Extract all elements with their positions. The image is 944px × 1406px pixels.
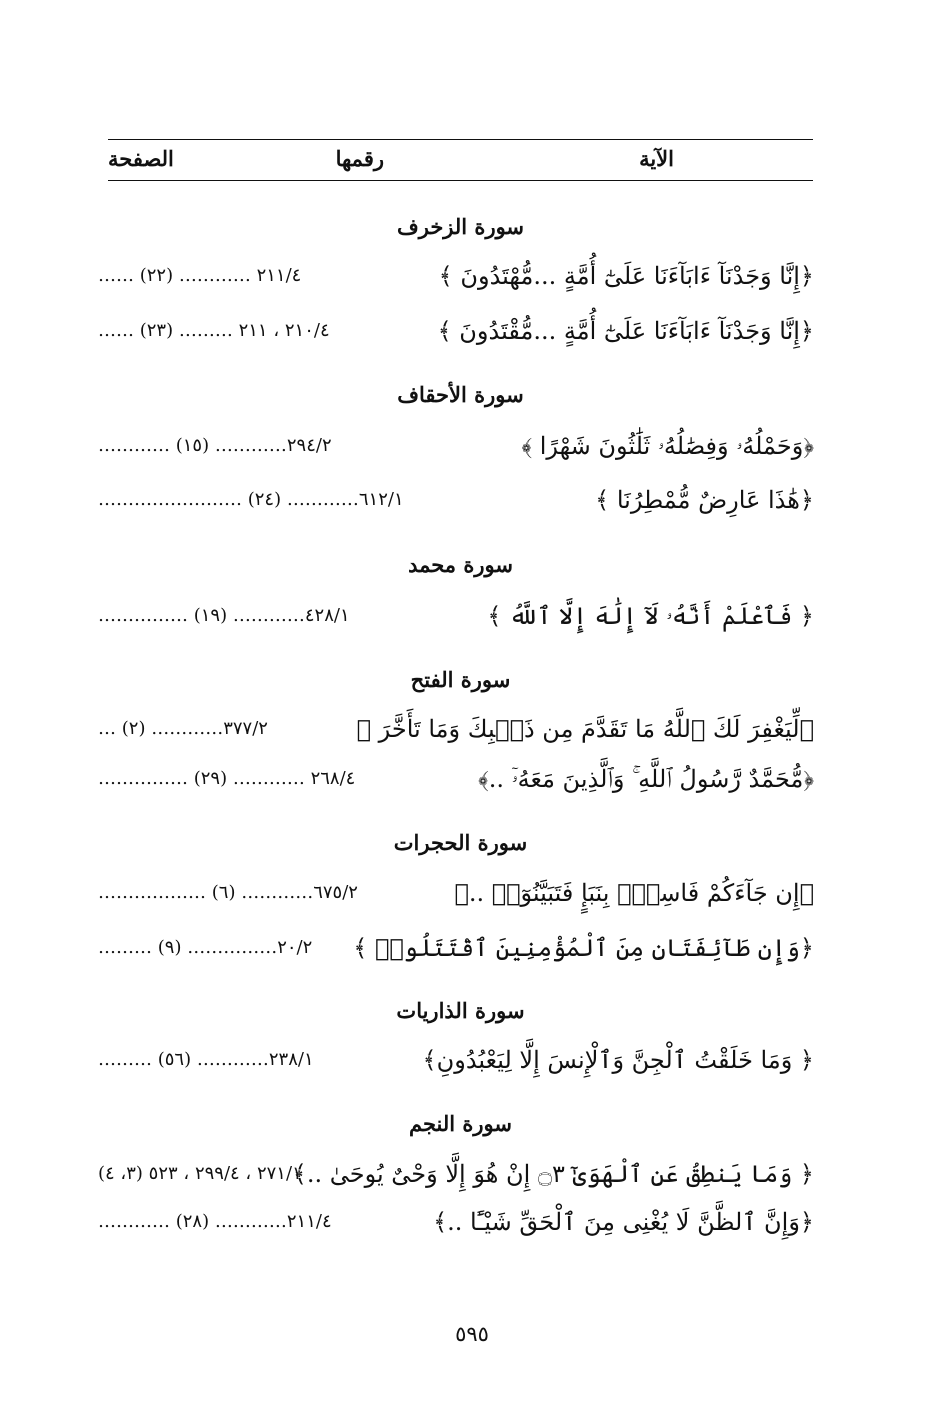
verse-number: (٢٢) xyxy=(139,265,174,286)
header-top-rule xyxy=(108,139,813,140)
page-ref: ٢٠/٢ xyxy=(277,937,313,958)
verse-number: (٥٦) xyxy=(157,1049,192,1070)
index-row xyxy=(98,312,814,350)
verse-text: ﴿ وَمَا خَلَقْتُ ٱلْجِنَّ وَٱلْإِنسَ إِلَّا لِيَعْبُدُونِ﴾ xyxy=(422,1046,814,1074)
header-number: رقمها xyxy=(335,146,384,171)
page-ref: ٦٧٥/٢ xyxy=(313,882,358,903)
surah-title: سورة الحجرات xyxy=(393,830,528,855)
verse-text: ﴿مُّحَمَّدٌ رَّسُولُ ٱللَّهِ ۚ وَٱلَّذِينَ مَعَهُۥٓ ..﴾ xyxy=(478,765,814,793)
verse-number: (٢) xyxy=(121,718,146,739)
verse-number: (٢٩) xyxy=(193,768,228,789)
verse-ref: ٦٧٥/٢………… (٦) ……………… xyxy=(98,882,358,903)
page-ref: ٤٢٨/١ xyxy=(304,605,350,626)
verse-text: ﴿وَحَمْلُهُۥ وَفِصَٰلُهُۥ ثَلَٰثُونَ شَهْرًا ﴾ xyxy=(521,432,814,460)
surah-title: سورة محمد xyxy=(408,552,513,577)
verse-text: ﴿وَإِنَّ ٱلظَّنَّ لَا يُغْنِى مِنَ ٱلْحَقِّ شَيْـًٔا ..﴾ xyxy=(433,1208,814,1236)
verse-ref: ٢٣٨/١………… (٥٦) ……… xyxy=(98,1049,314,1070)
verse-text: ﴿ فَٱعْلَمْ أَنَّهُۥ لَآ إِلَٰهَ إِلَّا ٱللَّهُ ﴾ xyxy=(487,602,814,630)
page-ref: ٢١٠/٤ ، ٢١١ xyxy=(238,320,330,341)
verse-text: ﴿إِن جَآءَكُمْ فَاسِقٌۢ بِنَبَإٍ فَتَبَيَّنُوٓا۟ ..﴾ xyxy=(454,879,814,907)
index-row xyxy=(98,481,814,519)
index-row xyxy=(98,710,814,748)
verse-ref: ٢١١/٤ ………… (٢٢) …… xyxy=(98,265,302,286)
header-ayah: الآية xyxy=(639,146,674,171)
verse-ref: ٢٩٤/٢………… (١٥) ………… xyxy=(98,435,332,456)
page-ref: ٢١١/٤ xyxy=(256,265,302,286)
verse-ref: ٢٠/٢…………… (٩) ……… xyxy=(98,937,313,958)
verse-text: ﴿إِنَّا وَجَدْنَآ ءَابَآءَنَا عَلَىٰٓ أُمَّةٍ ...مُّهْتَدُونَ ﴾ xyxy=(438,262,814,290)
page-ref: ٣٧٧/٢ xyxy=(223,718,268,739)
index-row xyxy=(98,1041,814,1079)
verse-ref: ٤٢٨/١………… (١٩) …………… xyxy=(98,605,350,626)
page-ref: ٢١١/٤ xyxy=(286,1211,332,1232)
surah-title: سورة النجم xyxy=(408,1111,512,1136)
surah-title: سورة الذاريات xyxy=(396,998,525,1023)
index-row xyxy=(98,257,814,295)
header-bottom-rule xyxy=(108,180,813,181)
index-row xyxy=(98,874,814,912)
verse-number: (٢٣) xyxy=(139,320,174,341)
verse-ref: ٦١٢/١………… (٢٤) …………………… xyxy=(98,489,404,510)
verse-number: (١٥) xyxy=(175,435,210,456)
verse-number: (٩) xyxy=(157,937,182,958)
page-ref: ٦١٢/١ xyxy=(358,489,404,510)
verse-text: ﴿إِنَّا وَجَدْنَآ ءَابَآءَنَا عَلَىٰٓ أُمَّةٍ ...مُّقْتَدُونَ ﴾ xyxy=(437,317,814,345)
verse-ref: ٣٧٧/٢………… (٢) … xyxy=(98,718,268,739)
index-row xyxy=(98,1203,814,1241)
verse-number: (٢٨) xyxy=(175,1211,210,1232)
page-ref: ٢٧١/١ ، ٢٩٩/٤ ، ٥٢٣ xyxy=(148,1163,302,1184)
index-row xyxy=(98,427,814,465)
verse-number: (٣، ٤) xyxy=(98,1163,143,1184)
verse-number: (٦) xyxy=(211,882,236,903)
page-ref: ٢٣٨/١ xyxy=(268,1049,314,1070)
page-number: ٥٩٥ xyxy=(455,1322,489,1346)
verse-text: ﴿وَإِن طَآئِفَتَانِ مِنَ ٱلْمُؤْمِنِينَ ٱقْتَتَلُوا۟ ﴾ xyxy=(353,934,814,962)
verse-text: ﴿هَٰذَا عَارِضٌ مُّمْطِرُنَا ﴾ xyxy=(595,486,814,514)
surah-title: سورة الأحقاف xyxy=(397,382,524,407)
index-row xyxy=(98,929,814,967)
verse-ref: ٢١٠/٤ ، ٢١١ ……… (٢٣) …… xyxy=(98,320,330,341)
verse-number: (١٩) xyxy=(193,605,228,626)
index-row xyxy=(98,597,814,635)
header-page: الصفحة xyxy=(108,146,174,171)
surah-title: سورة الفتح xyxy=(410,667,511,692)
page-ref: ٢٩٤/٢ xyxy=(286,435,332,456)
verse-ref xyxy=(98,1155,302,1193)
index-row xyxy=(98,760,814,798)
verse-ref: ٢٦٨/٤ ………… (٢٩) …………… xyxy=(98,768,356,789)
surah-title: سورة الزخرف xyxy=(396,214,525,239)
page-ref: ٢٦٨/٤ xyxy=(310,768,356,789)
verse-text: ﴿لِّيَغْفِرَ لَكَ ٱللَّهُ مَا تَقَدَّمَ مِن ذَنۢبِكَ وَمَا تَأَخَّرَ ﴾ xyxy=(356,715,814,743)
verse-text: ﴿ وَمَا يَنطِقُ عَنِ ٱلْهَوَىٰٓ ۝٣ إِنْ هُوَ إِلَّا وَحْىٌ يُوحَىٰ ..﴾ xyxy=(292,1160,814,1188)
verse-ref: ٢١١/٤………… (٢٨) ………… xyxy=(98,1211,332,1232)
index-row xyxy=(98,1155,814,1193)
verse-number: (٢٤) xyxy=(247,489,282,510)
